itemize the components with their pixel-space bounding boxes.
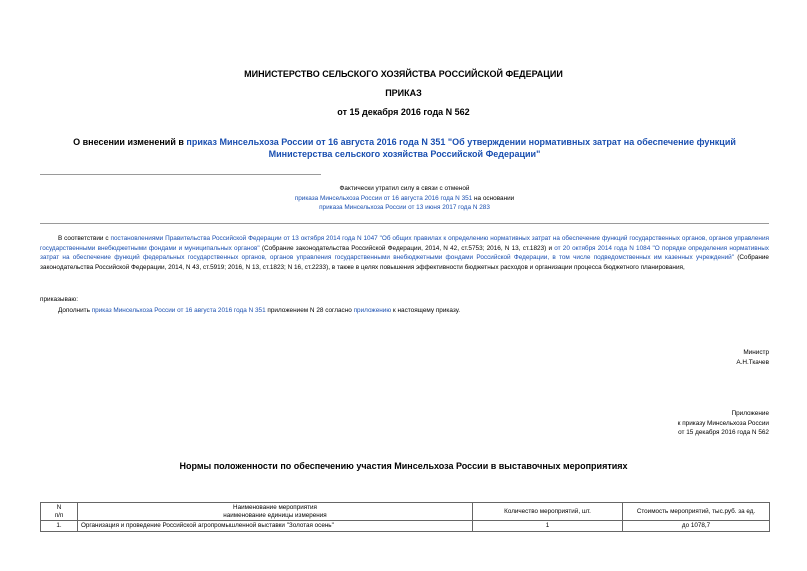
norms-table [40,502,770,532]
appendix-ref-line-3: от 15 декабря 2016 года N 562 [678,429,769,436]
preamble-link-1084[interactable]: от 20 октября 2014 года N 1084 "О порядке определения нормативных затрат на обеспечение функций федеральных государственных органов, органов управления государственными внебюджетными фондами Российской Федерации, в том числе подведомственных им казенных учреждений" [40,244,769,261]
status-link-order-283[interactable]: приказа Минсельхоза России от 13 июня 2017 года N 283 [319,204,490,211]
appendix-ref-line-2: к приказу Минсельхоза России [677,419,769,427]
order-date-number: от 15 декабря 2016 года N 562 [337,107,470,117]
order-link-appendix[interactable]: приложению [353,307,392,314]
row-count: 1 [473,521,623,532]
signature-block [736,348,769,367]
order-text-1: Дополнить [58,307,92,314]
table-row [41,521,770,532]
row-num: 1. [41,521,78,532]
header-name [78,503,473,521]
table-header-row [41,503,770,521]
order-paragraph [58,306,769,316]
separator-long [40,223,769,224]
order-command: приказываю: [40,296,78,303]
preamble-text-3: (Собрание законодательства Российской Федерации, 2014, N 43, ст.5919; 2016, N 13, ст.1823; N 16, ст.2233), в также в целях повышения эффективности бюджетных расходов и организации процесса бюджетного планирования, [40,254,769,271]
title-prefix: О внесении изменений в [73,137,187,147]
status-line-2 [150,194,659,204]
preamble-text-1: В соответствии с [58,235,111,242]
doc-type-heading: ПРИКАЗ [385,88,422,98]
appendix-title: Нормы положенности по обеспечению участия Минсельхоза России в выставочных мероприятиях [179,461,628,471]
preamble-link-1047[interactable]: постановлениями Правительства Российской Федерации от 13 октября 2014 года N 1047 "Об общих правилах к определению нормативных затрат на обеспечение функций государственных органов, органов управления государственными внебюджетными фондами и муниципальных органов" [40,235,769,252]
header-num [41,503,78,521]
header-num-line-2: п/п [54,511,64,519]
row-cost: до 1078,7 [623,521,770,532]
header-num-line-1: N [56,504,62,511]
appendix-ref-line-1: Приложение [731,410,769,417]
signature-name: А.Н.Ткачев [736,358,769,366]
header-name-line-1: Наименование мероприятия [233,504,317,511]
row-name: Организация и проведение Российской агропромышленной выставки "Золотая осень" [78,521,473,532]
preamble-text-2: (Собрание законодательства Российской Федерации, 2014, N 42, ст.5753; 2016, N 13, ст.1823) и [259,244,555,252]
preamble-paragraph [40,234,769,272]
status-link-order-351[interactable]: приказа Минсельхоза России от 16 августа 2016 года N 351 [294,194,473,202]
status-line-1: Фактически утратил силу в связи с отменой [339,185,470,192]
appendix-reference [678,409,769,438]
header-name-line-2: наименование единицы измерения [223,511,327,519]
ministry-heading: МИНИСТЕРСТВО СЕЛЬСКОГО ХОЗЯЙСТВА РОССИЙСКОЙ ФЕДЕРАЦИИ [244,69,563,79]
document-title [40,137,769,160]
header-count: Количество мероприятий, шт. [473,503,623,521]
title-link-order-351[interactable]: приказ Минсельхоза России от 16 августа 2016 года N 351 "Об утверждении нормативных затрат на обеспечение функций Министерства сельского хозяйства Российской Федерации" [186,137,736,159]
status-line-3 [150,203,659,213]
status-line-2-suffix: на основании [472,194,515,202]
order-text-2: приложением N 28 согласно [265,307,354,314]
order-link-351[interactable]: приказ Минсельхоза России от 16 августа 2016 года N 351 [91,307,266,314]
signature-position: Министр [743,349,769,356]
status-note [150,184,659,213]
header-cost: Стоимость мероприятий, тыс.руб. за ед. [623,503,770,521]
order-text-3: к настоящему приказу. [391,307,461,314]
separator-short [40,174,321,175]
